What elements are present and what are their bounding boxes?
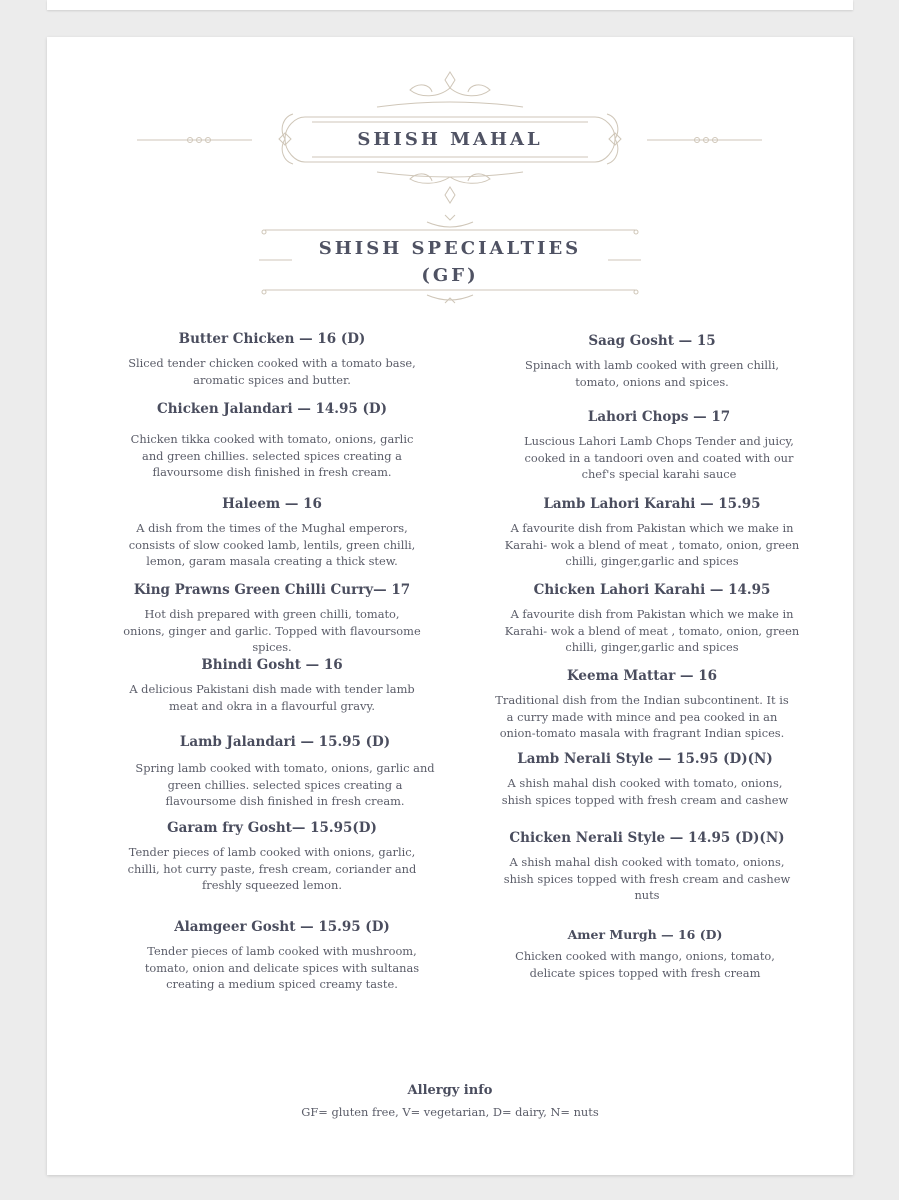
- item-name: Garam fry Gosht— 15.95(D): [167, 820, 377, 836]
- item-description: Luscious Lahori Lamb Chops Tender and juicy, cooked in a tandoori oven and coated with our chef's special karahi sauce: [524, 434, 794, 481]
- item-description: A favourite dish from Pakistan which we make in Karahi- wok a blend of meat , tomato, onion, green chilli, ginger,garlic and spices: [504, 607, 800, 654]
- menu-item-king-prawns: [122, 582, 422, 656]
- item-name: Saag Gosht — 15: [588, 333, 716, 349]
- section-heading: [47, 235, 853, 289]
- menu-page: [47, 37, 853, 1175]
- item-description: A delicious Pakistani dish made with tender lamb meat and okra in a flavourful gravy.: [129, 682, 415, 713]
- item-description: Chicken tikka cooked with tomato, onions, garlic and green chillies. selected spices creating a flavoursome dish finished in fresh cream.: [130, 432, 414, 479]
- item-description: A favourite dish from Pakistan which we make in Karahi- wok a blend of meat , tomato, onion, green chilli, ginger,garlic and spices: [504, 521, 800, 568]
- item-name: Haleem — 16: [222, 496, 322, 512]
- menu-item-amer-murgh: [495, 927, 795, 981]
- item-name: Butter Chicken — 16 (D): [178, 331, 366, 347]
- allergy-text: GF= gluten free, V= vegetarian, D= dairy, N= nuts: [301, 1105, 599, 1119]
- item-name: Chicken Lahori Karahi — 14.95: [533, 582, 771, 598]
- item-name: Alamgeer Gosht — 15.95 (D): [174, 919, 390, 935]
- item-name: Amer Murgh — 16 (D): [567, 927, 723, 942]
- menu-item-lamb-lahori-karahi: [502, 496, 802, 570]
- item-name: Keema Mattar — 16: [566, 668, 718, 684]
- menu-item-alamgeer-gosht: [132, 919, 432, 993]
- item-name: Lamb Jalandari — 15.95 (D): [179, 734, 391, 750]
- previous-page-edge: [47, 0, 853, 10]
- menu-item-lamb-jalandari: [135, 734, 435, 810]
- menu-item-chicken-nerali-style: [497, 830, 797, 904]
- restaurant-name: SHISH MAHAL: [357, 129, 543, 150]
- menu-item-haleem: [122, 496, 422, 570]
- item-name: Lahori Chops — 17: [587, 409, 731, 425]
- item-description: Sliced tender chicken cooked with a tomato base, aromatic spices and butter.: [128, 356, 416, 387]
- item-description: Spinach with lamb cooked with green chilli, tomato, onions and spices.: [525, 358, 779, 389]
- section-title: SHISH SPECIALTIES: [318, 238, 582, 259]
- item-description: Chicken cooked with mango, onions, tomato, delicate spices topped with fresh cream: [515, 949, 775, 980]
- item-description: Traditional dish from the Indian subcontinent. It is a curry made with mince and pea cooked in an onion-tomato masala with fragrant Indian spices.: [495, 693, 789, 740]
- menu-item-chicken-lahori-karahi: [502, 582, 802, 656]
- item-name: Chicken Jalandari — 14.95 (D): [157, 401, 387, 417]
- item-name: Bhindi Gosht — 16: [201, 657, 343, 673]
- allergy-title: Allergy info: [407, 1083, 493, 1098]
- item-description: A dish from the times of the Mughal emperors, consists of slow cooked lamb, lentils, green chilli, lemon, garam masala creating a thick stew.: [128, 521, 416, 568]
- menu-item-chicken-jalandari: [122, 401, 422, 481]
- item-name: Chicken Nerali Style — 14.95 (D)(N): [509, 830, 785, 846]
- item-description: Tender pieces of lamb cooked with onions, garlic, chilli, hot curry paste, fresh cream, coriander and freshly squeezed lemon.: [127, 845, 417, 892]
- section-subtitle: (GF): [421, 265, 479, 286]
- item-name: Lamb Nerali Style — 15.95 (D)(N): [517, 751, 773, 767]
- menu-item-keema-mattar: [492, 668, 792, 742]
- item-description: Spring lamb cooked with tomato, onions, garlic and green chillies. selected spices creating a flavoursome dish finished in fresh cream.: [135, 761, 435, 808]
- item-description: A shish mahal dish cooked with tomato, onions, shish spices topped with fresh cream and cashew nuts: [503, 855, 791, 902]
- menu-item-butter-chicken: [122, 331, 422, 388]
- menu-item-saag-gosht: [502, 333, 802, 390]
- item-description: A shish mahal dish cooked with tomato, onions, shish spices topped with fresh cream and cashew: [501, 776, 789, 807]
- menu-item-garam-fry-gosht: [122, 820, 422, 894]
- menu-item-lahori-chops: [509, 409, 809, 483]
- item-name: Lamb Lahori Karahi — 15.95: [543, 496, 761, 512]
- menu-item-bhindi-gosht: [122, 657, 422, 714]
- item-description: Tender pieces of lamb cooked with mushroom, tomato, onion and delicate spices with sultanas creating a medium spiced creamy taste.: [144, 944, 420, 991]
- item-name: King Prawns Green Chilli Curry— 17: [133, 582, 411, 598]
- item-description: Hot dish prepared with green chilli, tomato, onions, ginger and garlic. Topped with flavoursome spices.: [123, 607, 421, 654]
- allergy-info: [47, 1083, 853, 1119]
- menu-item-lamb-nerali-style: [495, 751, 795, 808]
